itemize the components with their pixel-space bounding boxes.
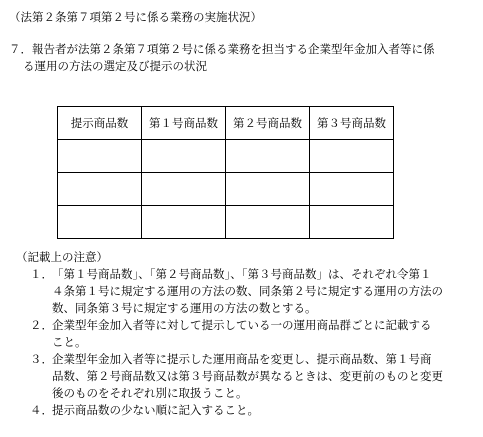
table-cell[interactable]: [226, 173, 310, 206]
note-line: 品数、第２号商品数又は第３号商品数が異なるときは、変更前のものと変更: [52, 369, 443, 383]
product-count-table: [57, 106, 394, 239]
table-cell[interactable]: [310, 173, 394, 206]
note-line: 提示商品数の少ない順に記入すること。: [52, 403, 259, 417]
table-cell[interactable]: [142, 173, 226, 206]
note-number: ２．: [30, 318, 53, 332]
table-cell[interactable]: [310, 140, 394, 173]
note-body: [52, 351, 475, 402]
note-body: [52, 266, 475, 317]
note-line: ４条第１号に規定する運用の方法の数、同条第２号に規定する運用の方法の: [52, 284, 443, 298]
table-cell[interactable]: [226, 140, 310, 173]
note-body: [52, 317, 475, 351]
note-number: １．: [30, 267, 53, 281]
item-7-line-1: ７．報告者が法第２条第７項第２号に係る業務を担当する企業型年金加入者等に係: [9, 42, 435, 56]
note-line: 企業型年金加入者等に提示した運用商品を変更し、提示商品数、第１号商: [52, 352, 432, 366]
note-number: ４．: [30, 403, 53, 417]
note-item-1: [30, 266, 475, 317]
table-cell[interactable]: [58, 206, 142, 239]
table-cell[interactable]: [58, 173, 142, 206]
notes-list: [30, 266, 475, 419]
notes-title: （記載上の注意）: [16, 250, 108, 264]
note-line: 後のものをそれぞれ別に取扱うこと。: [52, 386, 248, 400]
table-row: [58, 173, 394, 206]
note-line: 企業型年金加入者等に対して提示している一の運用商品群ごとに記載する: [52, 318, 432, 332]
header-category-1-products: 第１号商品数: [142, 107, 226, 140]
note-item-3: [30, 351, 475, 402]
note-line: 「第１号商品数」、「第２号商品数」、「第３号商品数」は、それぞれ令第１: [52, 267, 432, 281]
header-category-3-products: 第３号商品数: [310, 107, 394, 140]
table-row: [58, 140, 394, 173]
table-cell[interactable]: [226, 206, 310, 239]
note-body: [52, 402, 475, 419]
note-line: こと。: [52, 335, 87, 349]
table-cell[interactable]: [58, 140, 142, 173]
table-cell[interactable]: [142, 140, 226, 173]
section-heading: （法第２条第７項第２号に係る業務の実施状況）: [9, 10, 262, 24]
item-7-line-2: る運用の方法の選定及び提示の状況: [23, 59, 207, 73]
header-category-2-products: 第２号商品数: [226, 107, 310, 140]
note-line: 数、同条第３号に規定する運用の方法の数とする。: [52, 301, 317, 315]
table-row: [58, 206, 394, 239]
note-item-4: [30, 402, 475, 419]
table-cell[interactable]: [142, 206, 226, 239]
note-number: ３．: [30, 352, 53, 366]
item-7-text: [9, 41, 479, 75]
table-header-row: [58, 107, 394, 140]
table-cell[interactable]: [310, 206, 394, 239]
header-presented-products: 提示商品数: [58, 107, 142, 140]
note-item-2: [30, 317, 475, 351]
